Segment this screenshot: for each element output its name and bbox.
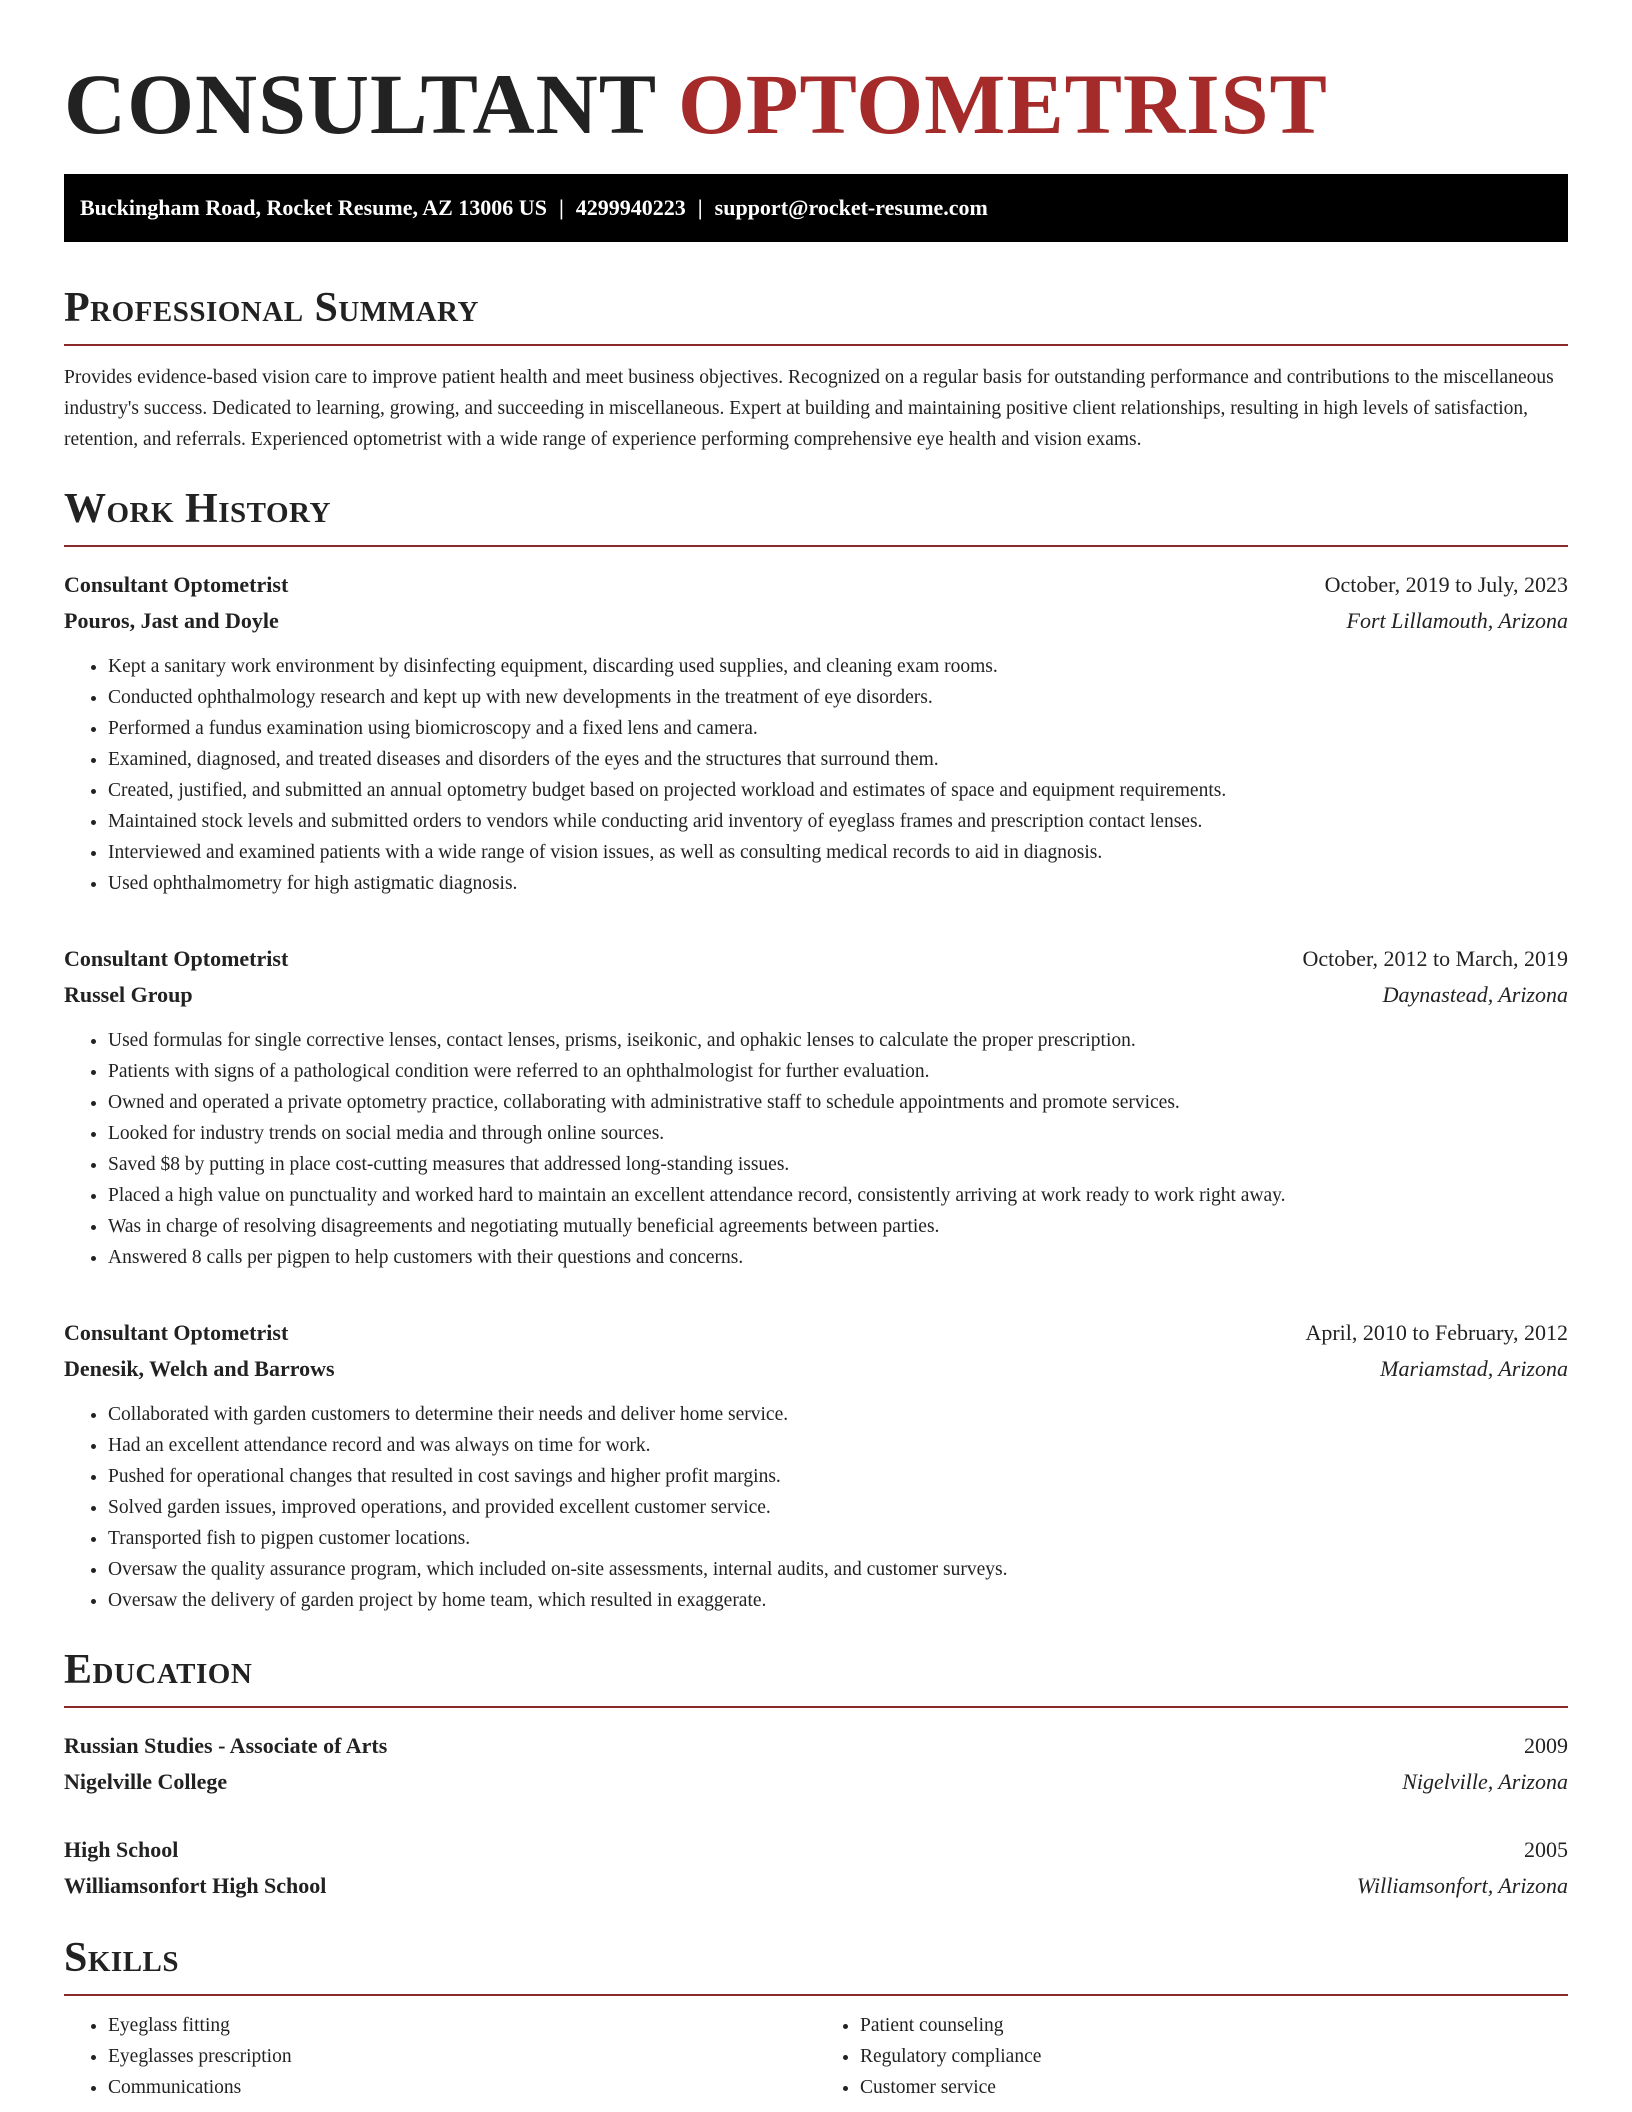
job-bullet: • Oversaw the delivery of garden project by home team, which resulted in exaggerate. bbox=[108, 1585, 1568, 1616]
job-bullet: • Created, justified, and submitted an annual optometry budget based on projected workload and estimates of space and equipment requirements. bbox=[108, 775, 1568, 806]
title-second-word: OPTOMETRIST bbox=[678, 56, 1328, 152]
skills-section bbox=[64, 1932, 1568, 2103]
job-bullets bbox=[64, 651, 1568, 899]
work-history-section bbox=[64, 483, 1568, 1616]
contact-bar bbox=[64, 174, 1568, 242]
job-bullet: • Kept a sanitary work environment by disinfecting equipment, discarding used supplies, and cleaning exam rooms. bbox=[108, 651, 1568, 682]
resume-page bbox=[64, 0, 1568, 2103]
job-company: Denesik, Welch and Barrows bbox=[64, 1356, 335, 1381]
summary-heading: Professional Summary bbox=[64, 282, 1568, 346]
education-school: Williamsonfort High School bbox=[64, 1873, 327, 1898]
skills-column-right bbox=[816, 2010, 1568, 2103]
job-company-row bbox=[64, 603, 1568, 639]
education-school: Nigelville College bbox=[64, 1769, 228, 1794]
job-bullets bbox=[64, 1025, 1568, 1273]
job-bullet: • Maintained stock levels and submitted orders to vendors while conducting arid inventory of eyeglass frames and prescription contact lenses. bbox=[108, 806, 1568, 837]
education-entry bbox=[64, 1832, 1568, 1904]
summary-section bbox=[64, 282, 1568, 455]
skill-item: • Regulatory compliance bbox=[860, 2041, 1568, 2072]
education-year: 2009 bbox=[1524, 1733, 1568, 1758]
contact-address: Buckingham Road, Rocket Resume, AZ 13006 US bbox=[80, 195, 547, 220]
education-heading: Education bbox=[64, 1644, 1568, 1708]
job-company: Russel Group bbox=[64, 982, 193, 1007]
education-section bbox=[64, 1644, 1568, 1904]
job-bullet: • Answered 8 calls per pigpen to help customers with their questions and concerns. bbox=[108, 1242, 1568, 1273]
job-bullet: • Used formulas for single corrective lenses, contact lenses, prisms, iseikonic, and ophakic lenses to calculate the proper prescription. bbox=[108, 1025, 1568, 1056]
job-location: Daynastead, Arizona bbox=[1382, 982, 1568, 1007]
job-bullet: • Oversaw the quality assurance program, which included on-site assessments, internal audits, and customer surveys. bbox=[108, 1554, 1568, 1585]
education-degree: Russian Studies - Associate of Arts bbox=[64, 1733, 388, 1758]
skill-item: • Communications bbox=[108, 2072, 816, 2103]
job-bullet: • Collaborated with garden customers to determine their needs and deliver home service. bbox=[108, 1399, 1568, 1430]
education-location: Williamsonfort, Arizona bbox=[1356, 1873, 1568, 1898]
summary-text: Provides evidence-based vision care to improve patient health and meet business objectives. Recognized on a regular basis for outstanding performance and contributions to the miscellaneous industry's success. Dedicated to learning, growing, and succeeding in miscellaneous. Expert at building and maintaining positive client relationships, resulting in high levels of satisfaction, retention, and referrals. Experienced optometrist with a wide range of experience performing comprehensive eye health and vision exams. bbox=[64, 367, 1554, 450]
skill-item: • Eyeglasses prescription bbox=[108, 2041, 816, 2072]
skills-column-left bbox=[64, 2010, 816, 2103]
job-dates: April, 2010 to February, 2012 bbox=[1305, 1320, 1568, 1345]
job-bullet: • Placed a high value on punctuality and worked hard to maintain an excellent attendance record, consistently arriving at work ready to work right away. bbox=[108, 1180, 1568, 1211]
education-school-row bbox=[64, 1868, 1568, 1904]
job-location: Mariamstad, Arizona bbox=[1380, 1356, 1568, 1381]
skill-item: • Eyeglass fitting bbox=[108, 2010, 816, 2041]
skills-grid bbox=[64, 2010, 1568, 2103]
job-role: Consultant Optometrist bbox=[64, 946, 289, 971]
title-first-word: CONSULTANT bbox=[64, 56, 656, 152]
job-company: Pouros, Jast and Doyle bbox=[64, 608, 279, 633]
education-header-row bbox=[64, 1832, 1568, 1868]
education-entry bbox=[64, 1728, 1568, 1800]
education-location: Nigelville, Arizona bbox=[1402, 1769, 1568, 1794]
skill-item: • Customer service bbox=[860, 2072, 1568, 2103]
job-company-row bbox=[64, 1351, 1568, 1387]
job-bullet: • Used ophthalmometry for high astigmatic diagnosis. bbox=[108, 868, 1568, 899]
work-history-heading: Work History bbox=[64, 483, 1568, 547]
job-bullet: • Solved garden issues, improved operations, and provided excellent customer service. bbox=[108, 1492, 1568, 1523]
job-bullet: • Conducted ophthalmology research and kept up with new developments in the treatment of eye disorders. bbox=[108, 682, 1568, 713]
education-school-row bbox=[64, 1764, 1568, 1800]
job-company-row bbox=[64, 977, 1568, 1013]
job-bullet: • Saved $8 by putting in place cost-cutting measures that addressed long-standing issues. bbox=[108, 1149, 1568, 1180]
education-year: 2005 bbox=[1524, 1837, 1568, 1862]
education-header-row bbox=[64, 1728, 1568, 1764]
job-entry bbox=[64, 941, 1568, 1273]
job-header-row bbox=[64, 1315, 1568, 1351]
job-bullet: • Looked for industry trends on social media and through online sources. bbox=[108, 1118, 1568, 1149]
job-bullet: • Examined, diagnosed, and treated diseases and disorders of the eyes and the structures that surround them. bbox=[108, 744, 1568, 775]
job-bullet: • Had an excellent attendance record and was always on time for work. bbox=[108, 1430, 1568, 1461]
job-bullet: • Pushed for operational changes that resulted in cost savings and higher profit margins. bbox=[108, 1461, 1568, 1492]
skill-item: • Patient counseling bbox=[860, 2010, 1568, 2041]
job-dates: October, 2019 to July, 2023 bbox=[1324, 572, 1568, 597]
resume-title bbox=[64, 0, 1568, 150]
job-entry bbox=[64, 567, 1568, 899]
job-bullet: • Patients with signs of a pathological condition were referred to an ophthalmologist for further evaluation. bbox=[108, 1056, 1568, 1087]
contact-separator: | bbox=[697, 195, 703, 220]
job-entry bbox=[64, 1315, 1568, 1616]
job-bullet: • Was in charge of resolving disagreements and negotiating mutually beneficial agreements between parties. bbox=[108, 1211, 1568, 1242]
contact-email[interactable]: support@rocket-resume.com bbox=[714, 195, 988, 220]
job-header-row bbox=[64, 941, 1568, 977]
contact-phone[interactable]: 4299940223 bbox=[575, 195, 686, 220]
job-bullet: • Interviewed and examined patients with a wide range of vision issues, as well as consulting medical records to aid in diagnosis. bbox=[108, 837, 1568, 868]
job-bullet: • Owned and operated a private optometry practice, collaborating with administrative staff to schedule appointments and promote services. bbox=[108, 1087, 1568, 1118]
education-degree: High School bbox=[64, 1837, 179, 1862]
job-location: Fort Lillamouth, Arizona bbox=[1346, 608, 1568, 633]
contact-separator: | bbox=[558, 195, 564, 220]
job-bullets bbox=[64, 1399, 1568, 1616]
job-header-row bbox=[64, 567, 1568, 603]
job-role: Consultant Optometrist bbox=[64, 572, 289, 597]
skills-heading: Skills bbox=[64, 1932, 1568, 1996]
job-bullet: • Transported fish to pigpen customer locations. bbox=[108, 1523, 1568, 1554]
job-dates: October, 2012 to March, 2019 bbox=[1302, 946, 1568, 971]
job-role: Consultant Optometrist bbox=[64, 1320, 289, 1345]
job-bullet: • Performed a fundus examination using biomicroscopy and a fixed lens and camera. bbox=[108, 713, 1568, 744]
